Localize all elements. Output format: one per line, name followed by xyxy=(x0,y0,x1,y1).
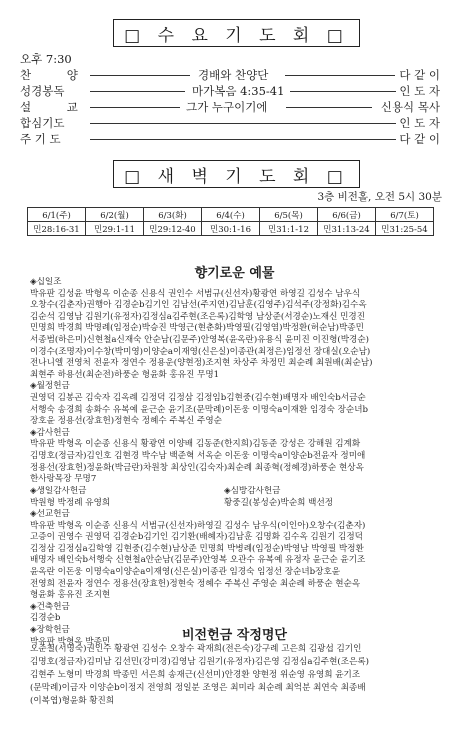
order-leader: 다 같 이 xyxy=(399,132,440,146)
name-line: 전영희 전윤자 정연수 정용선(장효헌)정현숙 정혜수 주복신 주영순 최순례 하풍순 현순옥 xyxy=(30,578,361,589)
section-label: ◈장학헌금 xyxy=(30,624,70,635)
name-line: 최현주 하용선(최순전)하풍순 형윤화 홍유진 무명1 xyxy=(30,369,220,380)
order-leader: 다 같 이 xyxy=(399,68,440,82)
wednesday-service-title: □ 수 요 기 도 회 □ xyxy=(113,19,360,47)
name-line: 박유판 김성윤 박형옥 이순종 신용식 권인수 서범규(신선자)황광연 하영길 김성수 남우식 xyxy=(30,288,361,299)
name-line: (이복엽)형윤화 황진희 xyxy=(30,696,115,706)
order-row xyxy=(20,68,440,82)
order-label: 설 교 xyxy=(20,100,94,114)
section-label: ◈감사헌금 xyxy=(30,427,70,438)
name-line: 김순석 김영남 김원기(유정자)김정심a김주현(조은록)김학영 남상준(서경순)노재신 민경진 xyxy=(30,311,366,322)
leader-line xyxy=(90,91,185,92)
order-row xyxy=(20,116,440,130)
schedule-text: 민28:16-31 xyxy=(28,222,86,236)
section-label: ◈월정헌금 xyxy=(30,381,70,392)
schedule-date: 6/6(금) xyxy=(318,208,376,222)
name-line: 김정삼 김정심a김학영 김현중(김수현)남상준 민명희 박병례(임정순)박영남 박영필 박정환 xyxy=(30,543,364,554)
schedule-text: 민29:1-11 xyxy=(86,222,144,236)
name-line: 박유판 박형옥 이순종 신용식 황광연 이양배 김동준(한지희)김동준 강성은 강해원 김계화 xyxy=(30,439,361,450)
name-line: 정용선(장효헌)정윤화(박금란)차원창 최상인(김숙자)최순례 최종혁(정혜경)하풍순 현상옥 xyxy=(30,462,364,473)
section-label: ◈건축헌금 xyxy=(30,601,70,612)
leader-line xyxy=(90,75,190,76)
order-row xyxy=(20,132,440,146)
order-leader: 신용식 목사 xyxy=(380,100,440,114)
order-label: 찬 양 xyxy=(20,68,94,82)
dawn-prayer-info: 3층 비전홀, 오전 5시 30분 xyxy=(317,191,442,203)
schedule-text: 민31:25-54 xyxy=(376,222,434,236)
birthday-offering-names: 박원형 박정례 유영희 xyxy=(30,497,111,508)
birthday-visit-offering xyxy=(30,486,438,509)
name-line: 권영덕 김봉곤 김숙자 김옥례 김정덕 김정삼 김정임b김현중(김수현)배명자 배인숙b서금순 xyxy=(30,392,366,403)
order-value: 그가 누구이기에 xyxy=(186,100,268,114)
order-row xyxy=(20,84,440,98)
name-line: (문막례)이금자 이양순b이정지 전영희 정일분 조영은 최미라 최순례 최억분 최연숙 최종배 xyxy=(30,683,366,693)
order-value: 경배와 찬양단 xyxy=(198,68,269,82)
service-time-text: 오후 7:30 xyxy=(20,52,72,66)
order-leader: 인 도 자 xyxy=(399,116,440,130)
schedule-date: 6/7(토) xyxy=(376,208,434,222)
order-label: 성경봉독 xyxy=(20,84,65,98)
order-label: 합심기도 xyxy=(20,116,65,130)
service-time xyxy=(20,52,440,66)
order-label: 주 기 도 xyxy=(20,132,61,146)
vision-heading: 비전헌금 작정명단 xyxy=(182,628,287,643)
leader-line xyxy=(90,123,396,124)
vision-list xyxy=(30,643,438,708)
order-leader: 인 도 자 xyxy=(399,84,440,98)
visit-offering-label: ◈심방감사헌금 xyxy=(224,486,281,496)
name-line: 전나니엘 전영처 전윤자 정연수 정용운(양현정)조지현 차상주 차정민 최순례 최원배(최순남) xyxy=(30,358,373,369)
schedule-dates-row xyxy=(28,208,434,222)
name-line: 김경순b xyxy=(30,613,61,624)
schedule-date: 6/5(목) xyxy=(260,208,318,222)
offering-heading: 향기로운 예물 xyxy=(194,266,275,281)
schedule-date: 6/2(월) xyxy=(86,208,144,222)
dawn-prayer-title: □ 새 벽 기 도 회 □ xyxy=(113,160,360,188)
schedule-date: 6/1(주) xyxy=(28,208,86,222)
name-line: 민명희 박경희 박명례(임정순)박승진 박영근(현춘화)박영필(김영염)박정환(허순남)박종민 xyxy=(30,323,364,334)
name-line: 형윤화 홍유진 조지현 xyxy=(30,590,111,601)
section-label: ◈십일조 xyxy=(30,277,62,287)
name-line: 한사랑목장 무명7 xyxy=(30,474,97,485)
leader-line xyxy=(90,107,180,108)
name-line: 박유판 박형옥 박종민 xyxy=(30,636,111,647)
leader-line xyxy=(90,139,396,140)
schedule-date: 6/3(화) xyxy=(144,208,202,222)
name-line: 오창수(김춘자)권행아 김경순b김기인 김남선(주지연)김남훈(김영주)김석주(강정화)김수옥 xyxy=(30,300,367,311)
schedule-text: 민30:1-16 xyxy=(202,222,260,236)
schedule-text: 민29:12-40 xyxy=(144,222,202,236)
leader-line xyxy=(286,107,372,108)
name-line: 장호윤 정용선(장효헌)정현숙 정혜수 주복신 주영순 xyxy=(30,416,222,427)
schedule-texts-row xyxy=(28,222,434,236)
dawn-schedule-table xyxy=(27,207,434,236)
name-line: 배명자 배인숙b서행숙 신현철a안순남(김문주)안영복 오관수 유복예 유정자 윤근순 윤기조 xyxy=(30,555,366,566)
name-line: 김현주 노형미 박경희 박종민 서은희 송재근(신선미)안경환 양현정 위순영 유영희 윤기조 xyxy=(30,670,361,680)
visit-offering-names: 황중길(봉성순)박순희 백선정 xyxy=(224,497,334,508)
birthday-offering-label: ◈생일감사헌금 xyxy=(30,486,87,496)
name-line: 오준철(서명숙)권인수 황광연 김성수 오창수 곽재희(전은숙)강구례 고은희 김광섭 김기인 xyxy=(30,644,362,654)
name-line: 박유판 박형옥 이순종 신용식 서범규(신선자)하영길 김성수 남우식(이인아)오창수(김춘자) xyxy=(30,520,366,531)
name-line: 고증이 권영수 권영덕 김경순b김기인 김기환(배혜자)김남훈 김명화 김수옥 김원기 김정덕 xyxy=(30,532,363,543)
schedule-date: 6/4(수) xyxy=(202,208,260,222)
section-label: ◈선교헌금 xyxy=(30,509,70,519)
order-row xyxy=(20,100,440,114)
name-line: 김명호(정금자)김인호 김현경 박수남 백준혁 서옥순 이돈웅 이명숙a이양순b전윤자 정미애 xyxy=(30,450,366,461)
name-line: 서행숙 송경희 송화수 유복예 윤근순 윤기조(문막례)이돈웅 이명숙a이재환 임경숙 장순녀b xyxy=(30,404,369,415)
leader-line xyxy=(290,91,396,92)
schedule-text: 민31:13-24 xyxy=(318,222,376,236)
schedule-text: 민31:1-12 xyxy=(260,222,318,236)
name-line: 이경수(조명자)이수창(박미영)이양순a이재영(신은실)이종관(최정은)임정선 장대실(오순남) xyxy=(30,346,371,357)
order-value: 마가복음 4:35-41 xyxy=(192,84,285,98)
name-line: 윤옥란 이돈웅 이명숙a이양순a이재영(신은실)이종관 임경숙 임정선 장순녀b장호윤 xyxy=(30,566,341,577)
name-line: 김명호(정금자)김미남 김선민(강미경)김영남 김원기(유정자)김은영 김정심a김주현(조은록) xyxy=(30,657,369,667)
offering-list xyxy=(30,277,438,486)
name-line: 서종범(하은미)신현철a신재숙 안순남(김문주)안영복(윤옥란)유용식 윤미진 이진형(박경순) xyxy=(30,334,369,345)
leader-line xyxy=(285,75,395,76)
